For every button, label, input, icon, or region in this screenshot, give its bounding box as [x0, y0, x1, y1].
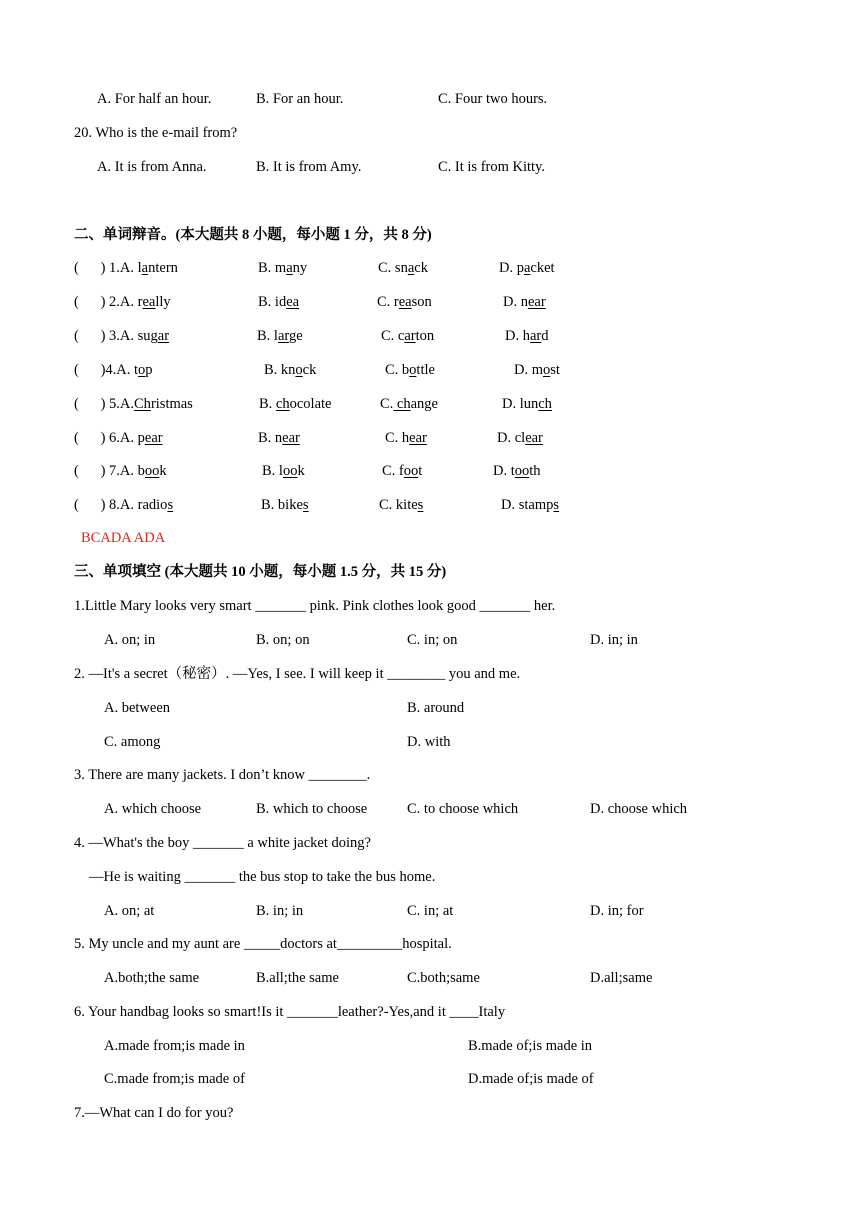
q6-option-b: B.made of;is made in [468, 1038, 593, 1054]
q20-option-c: C. It is from Kitty. [438, 159, 546, 175]
item-4-option-a [74, 361, 153, 379]
word-suffix: p [145, 362, 153, 378]
word-suffix: st [550, 362, 560, 378]
q4-option-c: C. in; at [407, 903, 454, 919]
q20-stem: 20. Who is the e-mail from? [74, 125, 238, 141]
underlined-letters: s [417, 497, 424, 513]
q2-option-c: C. among [104, 734, 161, 750]
q5-option-d: D.all;same [590, 970, 653, 986]
underlined-letters: s [553, 497, 560, 513]
item-1-option-b [258, 259, 307, 277]
item-6-option-a [74, 429, 163, 447]
word-suffix: k [297, 463, 305, 479]
word-prefix: C. h [385, 430, 410, 446]
underlined-letters: ch [275, 396, 290, 412]
underlined-letters: o [138, 362, 146, 378]
word-prefix: C. f [382, 463, 404, 479]
word-prefix: D. t [493, 463, 515, 479]
underlined-letters: o [295, 362, 303, 378]
underlined-letters: ar [277, 328, 289, 344]
item-4-option-c [385, 361, 435, 379]
word-prefix: D. h [505, 328, 530, 344]
q20-option-a: A. It is from Anna. [97, 159, 207, 175]
underlined-letters: Ch [134, 396, 151, 412]
word-prefix: C. kite [379, 497, 418, 513]
item-1-option-c [378, 259, 428, 277]
word-suffix: ntern [148, 260, 178, 276]
word-suffix: ck [302, 362, 317, 378]
q1-option-c: C. in; on [407, 632, 458, 648]
item-7-option-b [262, 462, 305, 480]
item-5-option-c [380, 395, 438, 413]
underlined-letters: ar [157, 328, 170, 344]
word-prefix: D. stamp [501, 497, 554, 513]
item-8-option-a [74, 496, 173, 514]
item-4-option-d [514, 361, 560, 379]
word-prefix: b [137, 463, 145, 479]
word-prefix: C. c [381, 328, 405, 344]
word-suffix: ny [292, 260, 308, 276]
word-prefix: B. id [258, 294, 287, 310]
word-prefix: C. [380, 396, 394, 412]
underlined-letters: a [286, 260, 293, 276]
answer-blank: ( ) 1.A. [74, 260, 138, 276]
word-prefix: B. [259, 396, 276, 412]
underlined-letters: ear [144, 430, 163, 446]
q6-option-d: D.made of;is made of [468, 1071, 594, 1087]
underlined-letters: ch [538, 396, 552, 412]
q4-option-d: D. in; for [590, 903, 644, 919]
word-prefix: l [137, 260, 142, 276]
item-3-option-b [257, 327, 303, 345]
item-8-option-b [261, 496, 309, 514]
word-suffix: th [529, 463, 541, 479]
word-prefix: D. p [499, 260, 524, 276]
word-prefix: B. n [258, 430, 283, 446]
item-4-option-b [264, 361, 316, 379]
word-prefix: B. kn [264, 362, 296, 378]
word-prefix: B. m [258, 260, 287, 276]
q5-option-a: A.both;the same [104, 970, 200, 986]
item-7-option-d [493, 462, 541, 480]
underlined-letters: ar [404, 328, 416, 344]
q2-option-d: D. with [407, 734, 451, 750]
word-suffix: son [411, 294, 432, 310]
item-1-option-d [499, 259, 555, 277]
item-6-option-c [385, 429, 427, 447]
item-8-option-c [379, 496, 423, 514]
word-suffix: ocolate [289, 396, 332, 412]
q2-option-a: A. between [104, 700, 171, 716]
word-suffix: ristmas [150, 396, 193, 412]
q1-option-a: A. on; in [104, 632, 156, 648]
q19-option-b: B. For an hour. [256, 91, 344, 107]
item-5-option-a [74, 395, 193, 413]
word-suffix: ange [410, 396, 438, 412]
q20-option-b: B. It is from Amy. [256, 159, 362, 175]
q5-option-c: C.both;same [407, 970, 480, 986]
item-5-option-d [502, 395, 552, 413]
word-prefix: B. l [257, 328, 278, 344]
q3-option-c: C. to choose which [407, 801, 519, 817]
word-prefix: sug [137, 328, 158, 344]
word-prefix: C. b [385, 362, 410, 378]
underlined-letters: ear [409, 430, 427, 446]
word-suffix: t [418, 463, 423, 479]
q4-option-a: A. on; at [104, 903, 155, 919]
word-prefix: D. lun [502, 396, 539, 412]
item-2-option-a [74, 293, 171, 311]
underlined-letters: ear [282, 430, 300, 446]
item-2-option-b [258, 293, 299, 311]
underlined-letters: ch [393, 396, 411, 412]
underlined-letters: oo [514, 463, 530, 479]
q3-stem: 3. There are many jackets. I don’t know ________. [74, 767, 371, 783]
word-suffix: cket [530, 260, 555, 276]
item-2-option-d [503, 293, 546, 311]
section2-answer-key: BCADA ADA [81, 530, 166, 546]
q6-stem: 6. Your handbag looks so smart!Is it _______leather?-Yes,and it ____Italy [74, 1004, 506, 1020]
answer-blank: ( ) 7.A. [74, 463, 138, 479]
word-prefix: D. cl [497, 430, 526, 446]
q19-option-a: A. For half an hour. [97, 91, 212, 107]
answer-blank: ( ) 3.A. [74, 328, 138, 344]
word-suffix: d [541, 328, 549, 344]
underlined-letters: ear [527, 294, 546, 310]
word-prefix: C. r [377, 294, 399, 310]
item-7-option-a [74, 462, 167, 480]
q2-option-b: B. around [407, 700, 465, 716]
answer-blank: ( ) 6.A. [74, 430, 138, 446]
word-prefix: C. sn [378, 260, 408, 276]
item-8-option-d [501, 496, 559, 514]
q1-stem: 1.Little Mary looks very smart _______ pink. Pink clothes look good _______ her. [74, 598, 556, 614]
q4-stem: 4. —What's the boy _______ a white jacket doing? [74, 835, 371, 851]
section2-title: 二、单词辩音。(本大题共 8 小题，每小题 1 分，共 8 分) [74, 227, 432, 243]
underlined-letters: ea [398, 294, 412, 310]
underlined-letters: a [141, 260, 149, 276]
word-prefix: B. bike [261, 497, 303, 513]
item-3-option-d [505, 327, 549, 345]
underlined-letters: a [523, 260, 531, 276]
underlined-letters: ear [525, 430, 543, 446]
q19-option-c: C. Four two hours. [438, 91, 548, 107]
word-prefix: r [137, 294, 143, 310]
underlined-letters: a [407, 260, 415, 276]
item-3-option-c [381, 327, 434, 345]
underlined-letters: oo [282, 463, 298, 479]
answer-blank: ( ) 5.A. [74, 396, 135, 412]
word-prefix: D. n [503, 294, 528, 310]
item-7-option-c [382, 462, 422, 480]
underlined-letters: ar [529, 328, 542, 344]
answer-blank: ( ) 2.A. [74, 294, 138, 310]
item-6-option-d [497, 429, 543, 447]
q7-stem: 7.—What can I do for you? [74, 1105, 234, 1121]
item-1-option-a [74, 259, 178, 277]
underlined-letters: ea [286, 294, 300, 310]
word-prefix: D. m [514, 362, 543, 378]
word-suffix: ck [414, 260, 428, 276]
q3-option-b: B. which to choose [256, 801, 368, 817]
word-prefix: B. l [262, 463, 283, 479]
underlined-letters: ea [142, 294, 156, 310]
q5-option-b: B.all;the same [256, 970, 339, 986]
word-prefix: radio [137, 497, 168, 513]
item-2-option-c [377, 293, 432, 311]
q4-stem-reply: —He is waiting _______ the bus stop to take the bus home. [89, 869, 436, 885]
word-prefix: t [134, 362, 139, 378]
word-prefix: p [137, 430, 145, 446]
q6-option-c: C.made from;is made of [104, 1071, 245, 1087]
q1-option-d: D. in; in [590, 632, 638, 648]
word-suffix: k [159, 463, 167, 479]
q2-stem: 2. —It's a secret（秘密）. —Yes, I see. I will keep it ________ you and me. [74, 666, 521, 682]
item-6-option-b [258, 429, 300, 447]
section3-title: 三、单项填空 (本大题共 10 小题，每小题 1.5 分，共 15 分) [74, 564, 447, 580]
underlined-letters: s [302, 497, 309, 513]
answer-blank: ( )4.A. [74, 362, 135, 378]
underlined-letters: oo [144, 463, 160, 479]
underlined-letters: o [543, 362, 551, 378]
underlined-letters: s [167, 497, 174, 513]
word-suffix: lly [155, 294, 171, 310]
word-suffix: ge [288, 328, 303, 344]
underlined-letters: o [409, 362, 417, 378]
underlined-letters: oo [403, 463, 419, 479]
q6-option-a: A.made from;is made in [104, 1038, 245, 1054]
q3-option-a: A. which choose [104, 801, 202, 817]
item-3-option-a [74, 327, 169, 345]
word-suffix: ttle [416, 362, 435, 378]
q4-option-b: B. in; in [256, 903, 304, 919]
answer-blank: ( ) 8.A. [74, 497, 138, 513]
item-5-option-b [259, 395, 331, 413]
word-suffix: ton [415, 328, 435, 344]
q1-option-b: B. on; on [256, 632, 310, 648]
q3-option-d: D. choose which [590, 801, 688, 817]
q5-stem: 5. My uncle and my aunt are _____doctors at_________hospital. [74, 936, 452, 952]
